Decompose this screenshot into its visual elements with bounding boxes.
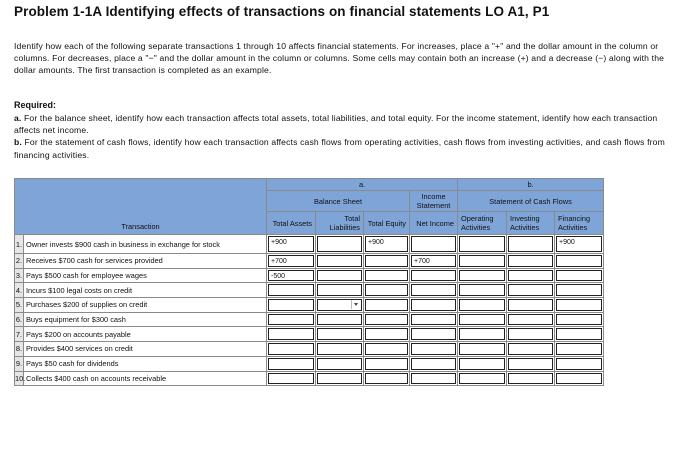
cell-total-equity xyxy=(364,327,410,342)
table-row xyxy=(15,268,604,283)
answer-input-investing[interactable] xyxy=(508,358,553,370)
cell-financing xyxy=(555,356,604,371)
cell-investing xyxy=(507,298,555,313)
cell-total-liabilities xyxy=(316,356,364,371)
col-total-liabilities: Total Liabilities xyxy=(316,212,364,235)
cell-net-income xyxy=(410,283,458,298)
answer-input-operating[interactable] xyxy=(459,373,505,385)
answer-input-total-liabilities[interactable] xyxy=(317,343,362,355)
answer-input-operating[interactable] xyxy=(459,284,505,296)
cell-total-equity xyxy=(364,342,410,357)
cell-total-equity xyxy=(364,371,410,386)
cell-total-equity xyxy=(364,283,410,298)
cell-total-liabilities xyxy=(316,268,364,283)
answer-input-total-liabilities[interactable] xyxy=(317,358,362,370)
col-investing: Investing Activities xyxy=(507,212,555,235)
cell-financing xyxy=(555,268,604,283)
answer-input-financing[interactable]: +900 xyxy=(556,236,602,252)
row-number: 9. xyxy=(15,356,24,371)
cell-total-assets xyxy=(267,371,316,386)
answer-input-total-assets[interactable]: +900 xyxy=(268,236,314,252)
cell-total-equity xyxy=(364,268,410,283)
answer-input-total-assets[interactable] xyxy=(268,328,314,340)
answer-input-total-equity[interactable] xyxy=(365,328,408,340)
answer-input-total-equity[interactable] xyxy=(365,358,408,370)
answer-input-net-income[interactable] xyxy=(411,343,456,355)
cell-investing xyxy=(507,254,555,269)
table-row xyxy=(15,371,604,386)
cell-total-assets xyxy=(267,327,316,342)
answer-input-investing[interactable] xyxy=(508,284,553,296)
answer-input-total-equity[interactable] xyxy=(365,284,408,296)
answer-input-total-assets[interactable] xyxy=(268,358,314,370)
answer-input-net-income[interactable] xyxy=(411,358,456,370)
transaction-description: Pays $500 cash for employee wages xyxy=(24,268,267,283)
cell-operating xyxy=(458,312,507,327)
cash-flows-header: Statement of Cash Flows xyxy=(458,191,604,212)
cell-operating xyxy=(458,371,507,386)
cell-total-assets xyxy=(267,235,316,254)
answer-input-investing[interactable] xyxy=(508,236,553,252)
answer-input-net-income[interactable] xyxy=(411,236,456,252)
cell-investing xyxy=(507,371,555,386)
answer-input-financing[interactable] xyxy=(556,328,602,340)
cell-investing xyxy=(507,312,555,327)
instructions-text: Identify how each of the following separate transactions 1 through 10 affects financial statements. For increases, place a "+" and the dollar amount in the column or columns. For decreases, place a "−" and the dollar amount in the column or columns. Some cells may contain both an increase (+) and a decrease (−) along with the dollar amounts. The first transaction is completed as an example. xyxy=(14,41,665,76)
required-heading: Required: xyxy=(14,100,57,110)
cell-total-liabilities xyxy=(316,312,364,327)
table-row xyxy=(15,298,604,313)
transaction-description: Incurs $100 legal costs on credit xyxy=(24,283,267,298)
answer-input-total-assets[interactable] xyxy=(268,343,314,355)
answer-input-total-equity[interactable] xyxy=(365,255,408,267)
cell-total-liabilities xyxy=(316,254,364,269)
cell-operating xyxy=(458,254,507,269)
answer-input-net-income[interactable] xyxy=(411,299,456,311)
cell-total-liabilities xyxy=(316,235,364,254)
answer-input-total-liabilities[interactable] xyxy=(317,270,362,282)
row-number: 4. xyxy=(15,283,24,298)
cell-net-income xyxy=(410,268,458,283)
cell-financing xyxy=(555,298,604,313)
requirement-a-label: a. xyxy=(14,113,22,123)
cell-financing xyxy=(555,283,604,298)
row-number: 2. xyxy=(15,254,24,269)
answer-input-total-equity[interactable] xyxy=(365,299,408,311)
row-number: 6. xyxy=(15,312,24,327)
row-number: 5. xyxy=(15,298,24,313)
cell-investing xyxy=(507,327,555,342)
answer-input-financing[interactable] xyxy=(556,314,602,326)
col-net-income: Net Income xyxy=(410,212,458,235)
part-a-header: a. xyxy=(267,179,458,191)
cell-net-income xyxy=(410,298,458,313)
answer-input-total-assets[interactable] xyxy=(268,373,314,385)
answer-input-total-assets[interactable]: -500 xyxy=(268,270,314,282)
row-number: 3. xyxy=(15,268,24,283)
cell-total-assets xyxy=(267,298,316,313)
cell-investing xyxy=(507,235,555,254)
requirement-b xyxy=(14,136,686,160)
cell-net-income xyxy=(410,235,458,254)
col-financing: Financing Activities xyxy=(555,212,604,235)
table-row xyxy=(15,342,604,357)
cell-financing xyxy=(555,312,604,327)
table-row xyxy=(15,235,604,254)
transaction-header: Transaction xyxy=(121,222,160,231)
answer-input-investing[interactable] xyxy=(508,255,553,267)
cell-investing xyxy=(507,356,555,371)
cell-total-equity xyxy=(364,312,410,327)
answer-input-operating[interactable] xyxy=(459,299,505,311)
transaction-description: Buys equipment for $300 cash xyxy=(24,312,267,327)
cell-total-assets xyxy=(267,283,316,298)
answer-input-financing[interactable] xyxy=(556,255,602,267)
cell-net-income xyxy=(410,327,458,342)
transaction-description: Receives $700 cash for services provided xyxy=(24,254,267,269)
answer-input-investing[interactable] xyxy=(508,328,553,340)
answer-input-investing[interactable] xyxy=(508,314,553,326)
requirements xyxy=(14,112,686,161)
answer-input-total-equity[interactable]: +900 xyxy=(365,236,408,252)
cell-total-equity xyxy=(364,254,410,269)
transaction-description: Provides $400 services on credit xyxy=(24,342,267,357)
col-operating: Operating Activities xyxy=(458,212,507,235)
answer-input-financing[interactable] xyxy=(556,284,602,296)
cell-net-income xyxy=(410,254,458,269)
cell-financing xyxy=(555,327,604,342)
cell-financing xyxy=(555,235,604,254)
cell-total-liabilities xyxy=(316,298,364,313)
answer-input-financing[interactable] xyxy=(556,343,602,355)
cell-total-assets xyxy=(267,268,316,283)
answer-input-total-equity[interactable] xyxy=(365,314,408,326)
transaction-description: Owner invests $900 cash in business in exchange for stock xyxy=(24,235,267,254)
answer-input-total-assets[interactable] xyxy=(268,314,314,326)
table-row xyxy=(15,283,604,298)
page-title: Problem 1-1A Identifying effects of transactions on financial statements LO A1, P1 xyxy=(14,4,550,19)
cell-investing xyxy=(507,283,555,298)
cell-total-assets xyxy=(267,254,316,269)
answer-input-operating[interactable] xyxy=(459,255,505,267)
answer-input-operating[interactable] xyxy=(459,270,505,282)
cell-total-equity xyxy=(364,235,410,254)
cell-operating xyxy=(458,342,507,357)
cell-operating xyxy=(458,268,507,283)
answer-input-operating[interactable] xyxy=(459,343,505,355)
row-number: 7. xyxy=(15,327,24,342)
answer-input-operating[interactable] xyxy=(459,314,505,326)
answer-input-total-assets[interactable]: +700 xyxy=(268,255,314,267)
answer-input-operating[interactable] xyxy=(459,328,505,340)
answer-input-total-equity[interactable] xyxy=(365,270,408,282)
answer-input-net-income[interactable] xyxy=(411,373,456,385)
cell-total-liabilities xyxy=(316,283,364,298)
answer-input-net-income[interactable] xyxy=(411,270,456,282)
answer-input-financing[interactable] xyxy=(556,299,602,311)
transactions-table xyxy=(14,178,604,386)
answer-input-total-liabilities[interactable] xyxy=(317,236,362,252)
cell-operating xyxy=(458,298,507,313)
answer-input-investing[interactable] xyxy=(508,270,553,282)
transaction-description: Pays $50 cash for dividends xyxy=(24,356,267,371)
answer-input-total-liabilities[interactable] xyxy=(317,255,362,267)
answer-input-investing[interactable] xyxy=(508,343,553,355)
row-number: 1. xyxy=(15,235,24,254)
cell-net-income xyxy=(410,312,458,327)
transaction-header-cell xyxy=(15,179,267,235)
answer-input-total-assets[interactable] xyxy=(268,299,314,311)
row-number: 8. xyxy=(15,342,24,357)
chevron-down-icon[interactable] xyxy=(351,300,361,309)
cell-total-assets xyxy=(267,312,316,327)
table-row xyxy=(15,327,604,342)
cell-financing xyxy=(555,371,604,386)
part-b-header: b. xyxy=(458,179,604,191)
cell-total-equity xyxy=(364,298,410,313)
requirement-b-text: For the statement of cash flows, identify how each transaction affects cash flows from operating activities, cash flows from investing activities, and cash flows from financing activities. xyxy=(14,137,665,160)
income-statement-header: Income Statement xyxy=(410,191,458,212)
cell-operating xyxy=(458,235,507,254)
answer-input-total-liabilities[interactable] xyxy=(317,328,362,340)
col-total-assets: Total Assets xyxy=(267,212,316,235)
cell-total-assets xyxy=(267,356,316,371)
cell-net-income xyxy=(410,356,458,371)
cell-operating xyxy=(458,356,507,371)
requirement-a xyxy=(14,112,686,136)
answer-input-investing[interactable] xyxy=(508,373,553,385)
col-total-equity: Total Equity xyxy=(364,212,410,235)
answer-input-total-equity[interactable] xyxy=(365,373,408,385)
cell-financing xyxy=(555,342,604,357)
cell-investing xyxy=(507,342,555,357)
answer-input-net-income[interactable] xyxy=(411,314,456,326)
answer-input-operating[interactable] xyxy=(459,358,505,370)
row-number: 10. xyxy=(15,371,24,386)
cell-total-liabilities xyxy=(316,342,364,357)
answer-input-net-income[interactable] xyxy=(411,284,456,296)
answer-input-investing[interactable] xyxy=(508,299,553,311)
cell-net-income xyxy=(410,371,458,386)
transaction-description: Collects $400 cash on accounts receivable xyxy=(24,371,267,386)
answer-input-net-income[interactable]: +700 xyxy=(411,255,456,267)
cell-net-income xyxy=(410,342,458,357)
cell-financing xyxy=(555,254,604,269)
cell-operating xyxy=(458,327,507,342)
requirement-b-label: b. xyxy=(14,137,22,148)
answer-input-financing[interactable] xyxy=(556,270,602,282)
requirement-a-text: For the balance sheet, identify how each transaction affects total assets, total liabilities, and total equity. For the income statement, identify how each transaction affects net income. xyxy=(14,113,658,136)
cell-total-liabilities xyxy=(316,327,364,342)
answer-input-total-liabilities[interactable] xyxy=(317,284,362,296)
transaction-description: Pays $200 on accounts payable xyxy=(24,327,267,342)
table-row xyxy=(15,254,604,269)
answer-input-financing[interactable] xyxy=(556,373,602,385)
cell-operating xyxy=(458,283,507,298)
table-row xyxy=(15,356,604,371)
balance-sheet-header: Balance Sheet xyxy=(267,191,410,212)
table-row xyxy=(15,312,604,327)
answer-input-financing[interactable] xyxy=(556,358,602,370)
answer-input-operating[interactable] xyxy=(459,236,505,252)
cell-total-equity xyxy=(364,356,410,371)
answer-input-total-liabilities[interactable] xyxy=(317,373,362,385)
answer-input-total-equity[interactable] xyxy=(365,343,408,355)
cell-investing xyxy=(507,268,555,283)
answer-input-net-income[interactable] xyxy=(411,328,456,340)
answer-input-total-assets[interactable] xyxy=(268,284,314,296)
transaction-description: Purchases $200 of supplies on credit xyxy=(24,298,267,313)
cell-total-assets xyxy=(267,342,316,357)
cell-total-liabilities xyxy=(316,371,364,386)
answer-input-total-liabilities[interactable] xyxy=(317,314,362,326)
